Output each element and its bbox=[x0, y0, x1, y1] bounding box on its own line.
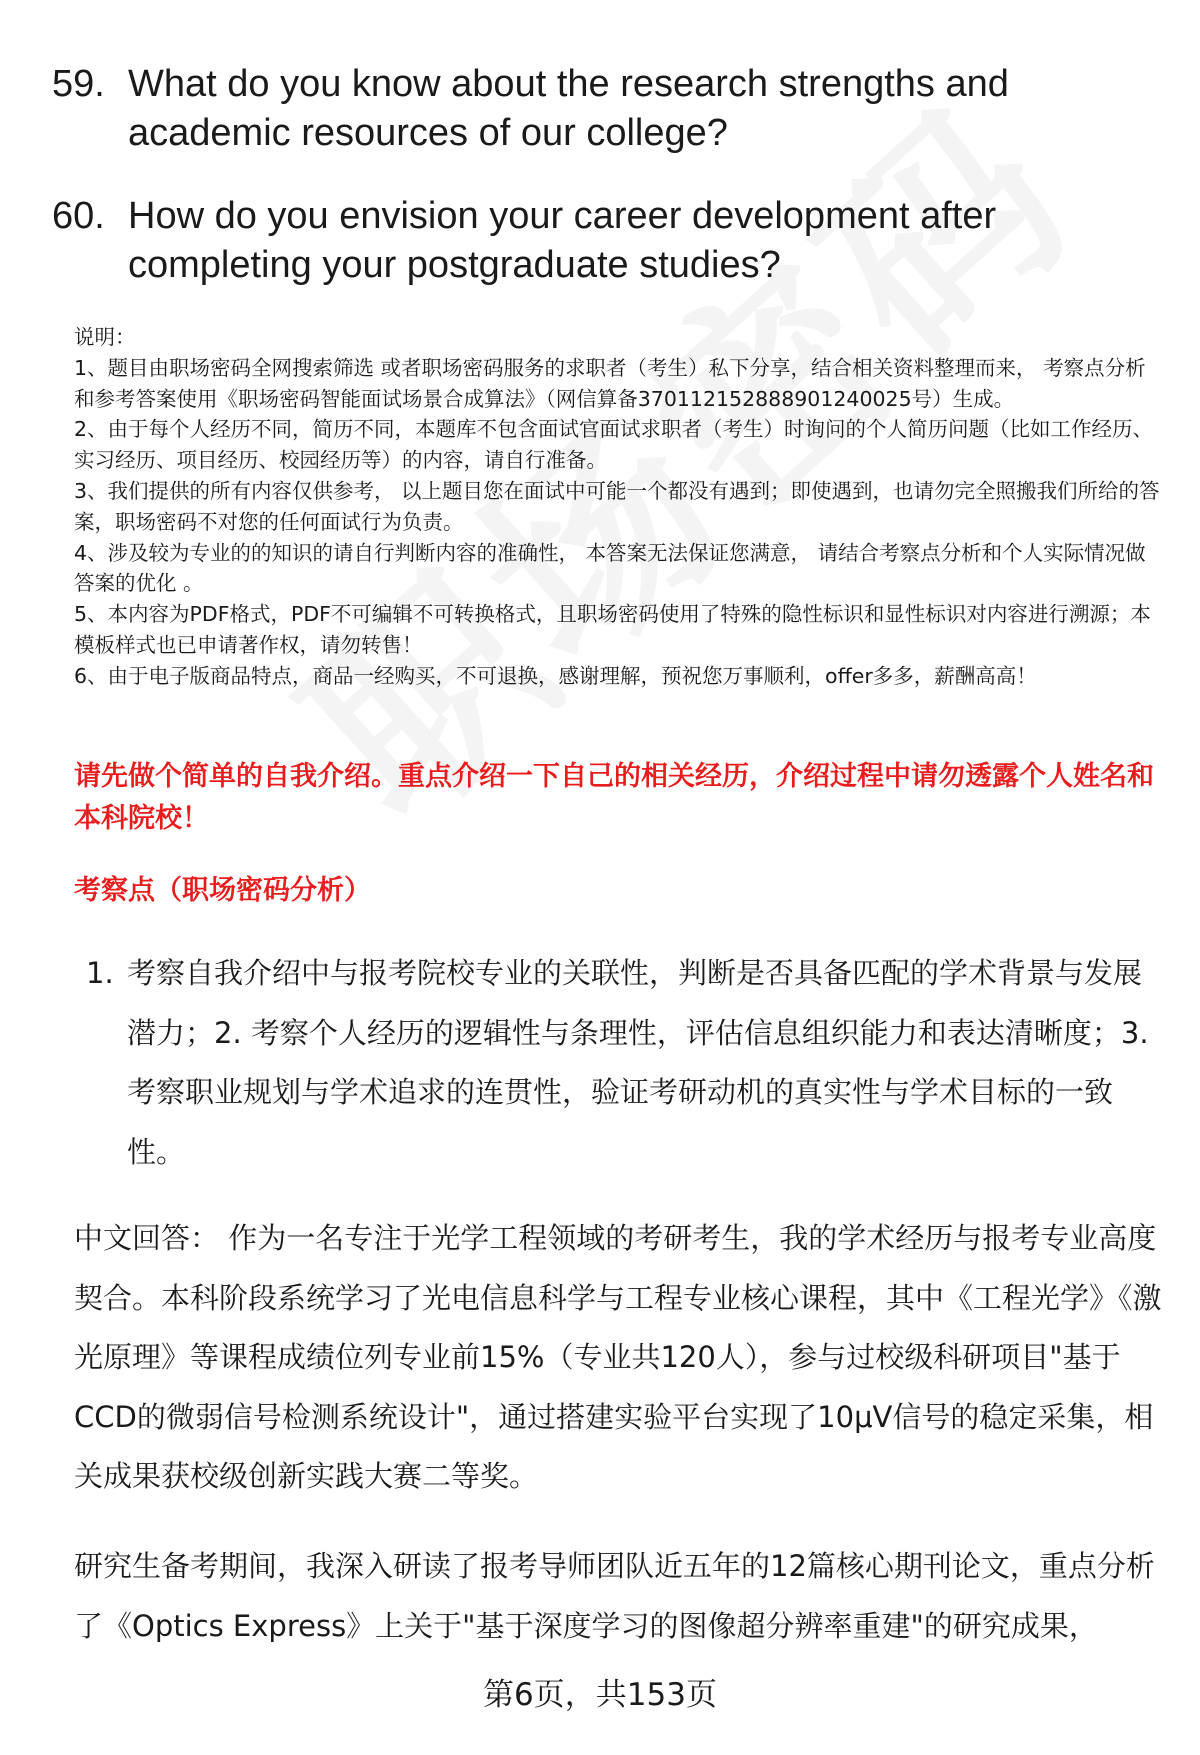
question-59 bbox=[52, 60, 1132, 158]
answer-paragraph-1: 中文回答： 作为一名专注于光学工程领域的考研考生，我的学术经历与报考专业高度契合。本科阶段系统学习了光电信息科学与工程专业核心课程，其中《工程光学》《激光原理》等课程成绩位列专业前15%（专业共120人），参与过校级科研项目"基于CCD的微弱信号检测系统设计"，通过搭建实验平台实现了10μV信号的稳定采集，相关成果获校级创新实践大赛二等奖。 bbox=[74, 1221, 1162, 1493]
analysis-heading: 考察点（职场密码分析） bbox=[74, 875, 371, 906]
question-text: How do you envision your career development after completing your postgraduate studies? bbox=[128, 195, 997, 286]
question-number: 60. bbox=[52, 195, 105, 237]
note-item: 4、涉及较为专业的的知识的请自行判断内容的准确性， 本答案无法保证您满意， 请结合考察点分析和个人实际情况做答案的优化 。 bbox=[74, 540, 1146, 596]
question-text: What do you know about the research strengths and academic resources of our college? bbox=[128, 63, 1009, 154]
notes-section bbox=[74, 322, 1164, 692]
note-item: 2、由于每个人经历不同，简历不同，本题库不包含面试官面试求职者（考生）时询问的个人简历问题（比如工作经历、实习经历、项目经历、校园经历等）的内容，请自行准备。 bbox=[74, 417, 1154, 473]
analysis-list bbox=[86, 944, 1160, 1182]
page-number: 第6页，共153页 bbox=[483, 1677, 717, 1713]
note-item: 1、题目由职场密码全网搜索筛选 或者职场密码服务的求职者（考生）私下分享，结合相关资料整理而来， 考察点分析和参考答案使用《职场密码智能面试场景合成算法》（网信算备370112152888901240025号）生成。 bbox=[74, 355, 1146, 411]
question-number: 59. bbox=[52, 63, 105, 105]
note-item: 3、我们提供的所有内容仅供参考， 以上题目您在面试中可能一个都没有遇到；即使遇到，也请勿完全照搬我们所给的答案，职场密码不对您的任何面试行为负责。 bbox=[74, 478, 1160, 534]
note-item: 6、由于电子版商品特点，商品一经购买，不可退换，感谢理解，预祝您万事顺利，offer多多，薪酬高高！ bbox=[74, 663, 1037, 688]
notes-heading: 说明： bbox=[74, 325, 136, 349]
answer-paragraph-2: 研究生备考期间，我深入研读了报考导师团队近五年的12篇核心期刊论文，重点分析了《Optics Express》上关于"基于深度学习的图像超分辨率重建"的研究成果， bbox=[74, 1549, 1155, 1643]
interview-question-title: 请先做个简单的自我介绍。重点介绍一下自己的相关经历，介绍过程中请勿透露个人姓名和本科院校！ bbox=[74, 761, 1154, 834]
question-60 bbox=[52, 192, 1132, 290]
analysis-number: 1. bbox=[86, 956, 114, 990]
note-item: 5、本内容为PDF格式，PDF不可编辑不可转换格式，且职场密码使用了特殊的隐性标识和显性标识对内容进行溯源；本模板样式也已申请著作权，请勿转售！ bbox=[74, 602, 1151, 657]
analysis-text: 考察自我介绍中与报考院校专业的关联性，判断是否具备匹配的学术背景与发展潜力；2. 考察个人经历的逻辑性与条理性，评估信息组织能力和表达清晰度；3. 考察职业规划与学术追求的连贯性，验证考研动机的真实性与学术目标的一致性。 bbox=[127, 956, 1149, 1169]
